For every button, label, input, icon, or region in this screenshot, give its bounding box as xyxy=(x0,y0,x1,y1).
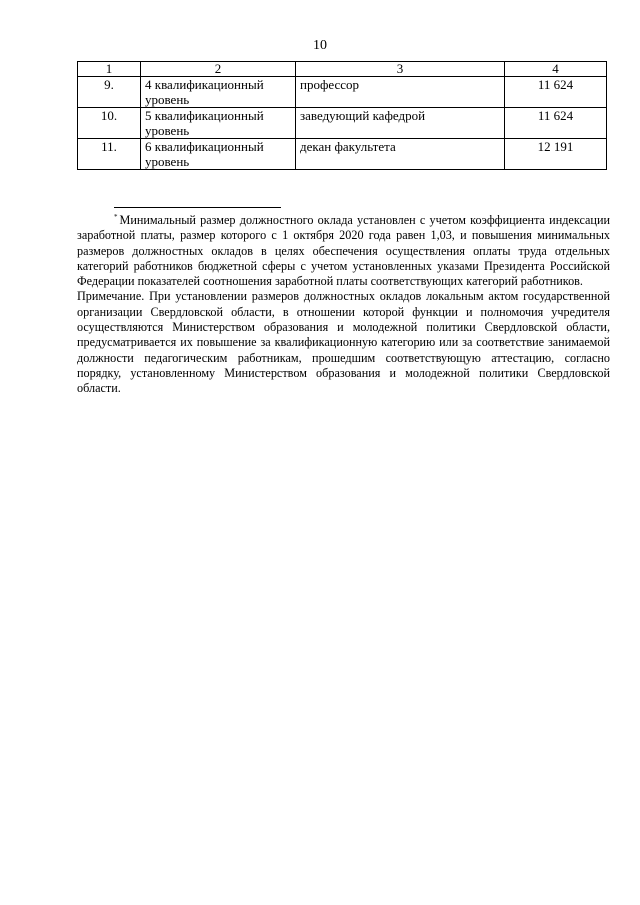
page-number: 10 xyxy=(313,38,327,53)
row-number: 9. xyxy=(78,77,141,108)
salary-value: 11 624 xyxy=(505,77,607,108)
note-paragraph: Примечание. При установлении размеров должностных окладов локальным актом государственной организации Свердловской области, в отношении которой функции и полномочия учредителя осуществляются Министерством образования и молодежной политики Свердловской области, предусматривается их повышение за квалификационную категорию или за соответствие занимаемой должности педагогическим работникам, прошедшим соответствующую аттестацию, согласно порядку, установленному Министерством образования и молодежной политики Свердловской области. xyxy=(77,289,610,396)
table-row xyxy=(78,139,607,170)
qualification-level: 5 квалификационный уровень xyxy=(141,108,296,139)
salary-table xyxy=(77,61,607,170)
footnote xyxy=(77,210,610,289)
salary-value: 11 624 xyxy=(505,108,607,139)
footnote-marker: * xyxy=(114,213,118,221)
row-number: 10. xyxy=(78,108,141,139)
position-name: декан факультета xyxy=(296,139,505,170)
footnote-divider xyxy=(114,207,281,208)
column-header: 4 xyxy=(505,62,607,77)
position-name: профессор xyxy=(296,77,505,108)
row-number: 11. xyxy=(78,139,141,170)
position-name: заведующий кафедрой xyxy=(296,108,505,139)
salary-value: 12 191 xyxy=(505,139,607,170)
column-header: 2 xyxy=(141,62,296,77)
notes-block xyxy=(77,210,610,397)
table-row xyxy=(78,77,607,108)
table-row xyxy=(78,108,607,139)
qualification-level: 6 квалификационный уровень xyxy=(141,139,296,170)
footnote-text: Минимальный размер должностного оклада установлен с учетом коэффициента индексации заработной платы, размер которого с 1 октября 2020 года равен 1,03, и повышения минимальных размеров должностных окладов в целях обеспечения осуществления оплаты труда отдельных категорий работников бюджетной сферы с учетом установленных указами Президента Российской Федерации показателей соотношения заработной платы соответствующих категорий работников. xyxy=(77,213,610,289)
column-header: 1 xyxy=(78,62,141,77)
column-header: 3 xyxy=(296,62,505,77)
qualification-level: 4 квалификационный уровень xyxy=(141,77,296,108)
table-header-row xyxy=(78,62,607,77)
